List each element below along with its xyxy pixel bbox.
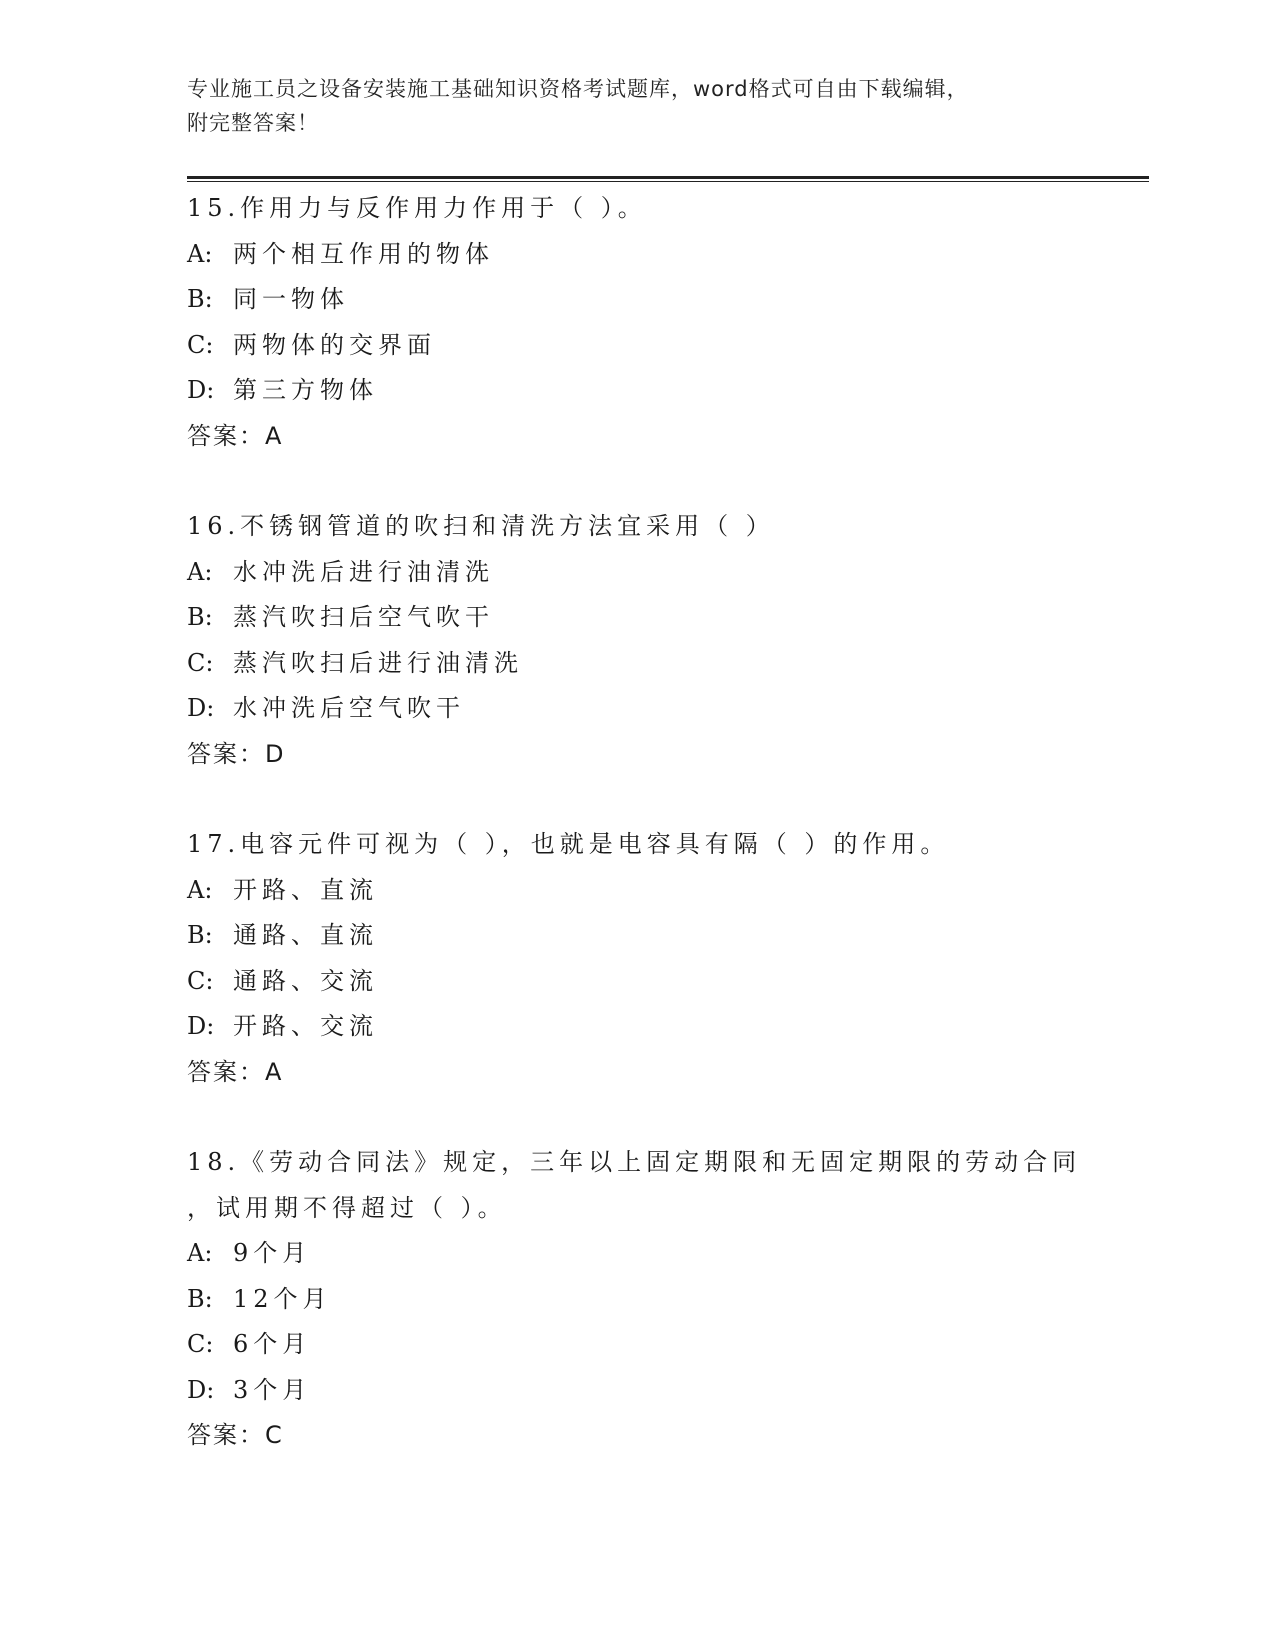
question-text: 15.作用力与反作用力作用于（ ）。: [187, 194, 647, 222]
option-key: A:: [187, 239, 213, 268]
option-key: B:: [187, 285, 213, 313]
option-text: 6个月: [233, 1330, 312, 1358]
option-d: [187, 1368, 1087, 1414]
option-text: 第三方物体: [233, 376, 378, 404]
option-d: [187, 368, 1087, 414]
option-text: 通路、直流: [233, 921, 378, 949]
option-text: 同一物体: [233, 285, 349, 313]
option-key: C:: [187, 1330, 214, 1358]
option-key: D:: [187, 1012, 215, 1040]
answer-line: 答案：A: [187, 421, 284, 450]
question-text: 16.不锈钢管道的吹扫和清洗方法宜采用（ ）: [187, 512, 775, 540]
option-text: 蒸汽吹扫后空气吹干: [233, 603, 494, 631]
option-a: [187, 232, 1087, 278]
question-list: [187, 186, 1087, 1504]
option-key: D:: [187, 376, 215, 404]
option-key: C:: [187, 648, 214, 677]
option-text: 水冲洗后空气吹干: [233, 694, 465, 722]
option-text: 两个相互作用的物体: [233, 239, 494, 268]
header-divider-thick: [187, 176, 1149, 179]
option-c: [187, 323, 1087, 369]
option-key: B:: [187, 603, 213, 631]
option-key: A:: [187, 557, 213, 586]
option-b: [187, 277, 1087, 323]
question-text-line-1: 18.《劳动合同法》规定，三年以上固定期限和无固定期限的劳动合同: [187, 1148, 1082, 1176]
question-text: 17.电容元件可视为（ ），也就是电容具有隔（ ）的作用。: [187, 830, 950, 858]
option-text: 通路、交流: [233, 966, 378, 995]
question-16: [187, 504, 1087, 777]
option-text: 开路、直流: [233, 875, 378, 904]
option-d: [187, 686, 1087, 732]
question-text-line-2: ，试用期不得超过（ ）。: [187, 1193, 507, 1222]
option-text: 蒸汽吹扫后进行油清洗: [233, 648, 523, 677]
option-b: [187, 595, 1087, 641]
option-text: 3个月: [233, 1375, 312, 1404]
option-key: A:: [187, 875, 213, 904]
option-text: 开路、交流: [233, 1012, 378, 1040]
option-key: B:: [187, 1284, 213, 1313]
option-key: D:: [187, 694, 215, 722]
option-key: C:: [187, 966, 214, 995]
option-text: 水冲洗后进行油清洗: [233, 557, 494, 586]
option-d: [187, 1004, 1087, 1050]
question-17: [187, 822, 1087, 1095]
option-a: [187, 868, 1087, 914]
option-c: [187, 959, 1087, 1005]
option-key: B:: [187, 921, 213, 949]
option-b: [187, 913, 1087, 959]
option-text: 两物体的交界面: [233, 330, 436, 359]
document-header: [187, 72, 1067, 140]
option-text: 12个月: [233, 1284, 332, 1313]
question-15: [187, 186, 1087, 459]
answer-line: 答案：A: [187, 1057, 284, 1086]
option-key: A:: [187, 1239, 213, 1267]
header-line-2: 附完整答案！: [187, 111, 319, 135]
option-b: [187, 1277, 1087, 1323]
question-18: [187, 1140, 1087, 1459]
answer-line: 答案：C: [187, 1421, 284, 1449]
option-text: 9个月: [233, 1239, 312, 1267]
option-key: C:: [187, 330, 214, 359]
option-a: [187, 550, 1087, 596]
option-key: D:: [187, 1375, 215, 1404]
header-divider-thin: [187, 181, 1149, 182]
option-c: [187, 1322, 1087, 1368]
answer-line: 答案：D: [187, 739, 286, 768]
option-a: [187, 1231, 1087, 1277]
option-c: [187, 641, 1087, 687]
header-line-1: 专业施工员之设备安装施工基础知识资格考试题库，word格式可自由下载编辑，: [187, 77, 969, 101]
